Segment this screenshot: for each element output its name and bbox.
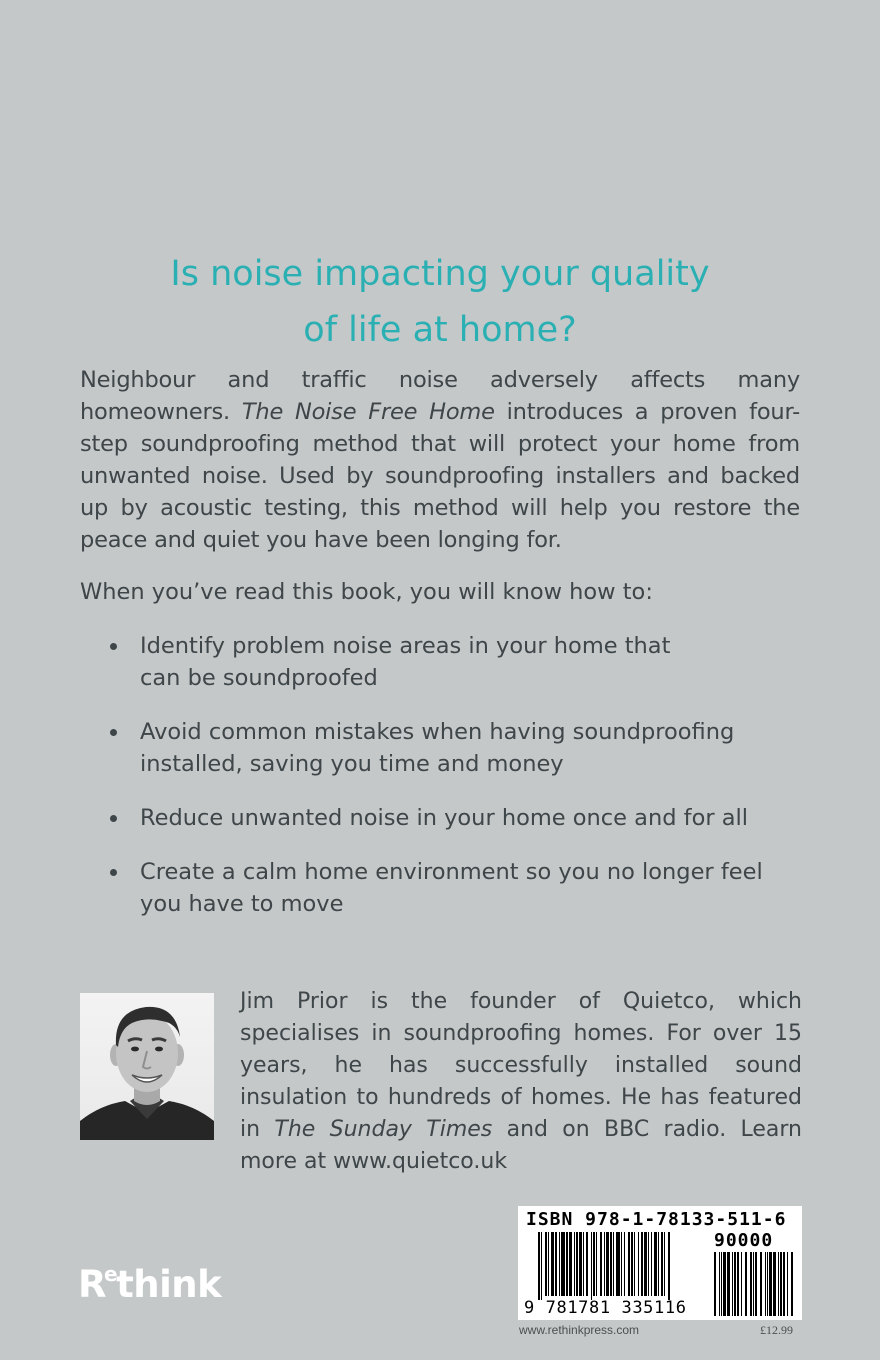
list-item-text: Avoid common mistakes when having soundproofing installed, saving you time and money	[140, 719, 735, 777]
list-item	[80, 802, 800, 834]
list-item-text: Reduce unwanted noise in your home once and for all	[140, 805, 749, 831]
logo-prefix: R	[78, 1263, 106, 1306]
bullet-icon	[110, 643, 117, 650]
price-code: 90000	[714, 1230, 774, 1251]
price: £12.99	[760, 1323, 793, 1337]
ean-digits: 9 781781 335116	[524, 1298, 687, 1318]
headline	[0, 246, 880, 358]
intro-paragraph	[80, 364, 800, 556]
list-item	[80, 856, 800, 920]
list-lead: When you’ve read this book, you will know how to:	[80, 579, 653, 605]
list-item-text: Create a calm home environment so you no longer feel you have to move	[140, 859, 763, 917]
list-item	[80, 630, 800, 694]
headline-line-1: Is noise impacting your quality	[170, 254, 710, 294]
list-item	[80, 716, 800, 780]
benefit-list	[80, 630, 800, 942]
logo-suffix: think	[116, 1263, 222, 1306]
isbn-label: ISBN 978-1-78133-511-6	[526, 1209, 787, 1230]
publisher-website: www.rethinkpress.com	[519, 1323, 640, 1337]
bio-text-1: Jim Prior is the founder of Quietco, which specialises in soundproofing homes. For over 15 years, he has successfully installed sound insulation to hundreds of homes. He has featured in	[240, 989, 802, 1142]
intro-text-1: Neighbour and traffic noise adversely affects many homeowners.	[80, 367, 800, 425]
intro-text-2: introduces a proven four-step soundproofing method that will protect your home from unwanted noise. Used by soundproofing installers and backed up by acoustic testing, this method will help you restore the peace and quiet you have been longing for.	[80, 399, 800, 553]
list-item-text: Identify problem noise areas in your home that can be soundproofed	[140, 633, 671, 691]
bio-text-2: and on BBC radio. Learn more at www.quietco.uk	[240, 1117, 803, 1174]
author-bio	[240, 986, 802, 1178]
bullet-icon	[110, 729, 117, 736]
author-photo	[80, 993, 214, 1140]
book-title: The Noise Free Home	[241, 399, 495, 425]
author-portrait-icon	[80, 993, 214, 1140]
logo-superscript: e	[104, 1262, 118, 1286]
publication-title: The Sunday Times	[274, 1117, 493, 1142]
publisher-logo	[78, 1262, 221, 1306]
bullet-icon	[110, 869, 117, 876]
headline-line-2: of life at home?	[303, 310, 577, 350]
barcode	[518, 1206, 802, 1320]
bullet-icon	[110, 815, 117, 822]
